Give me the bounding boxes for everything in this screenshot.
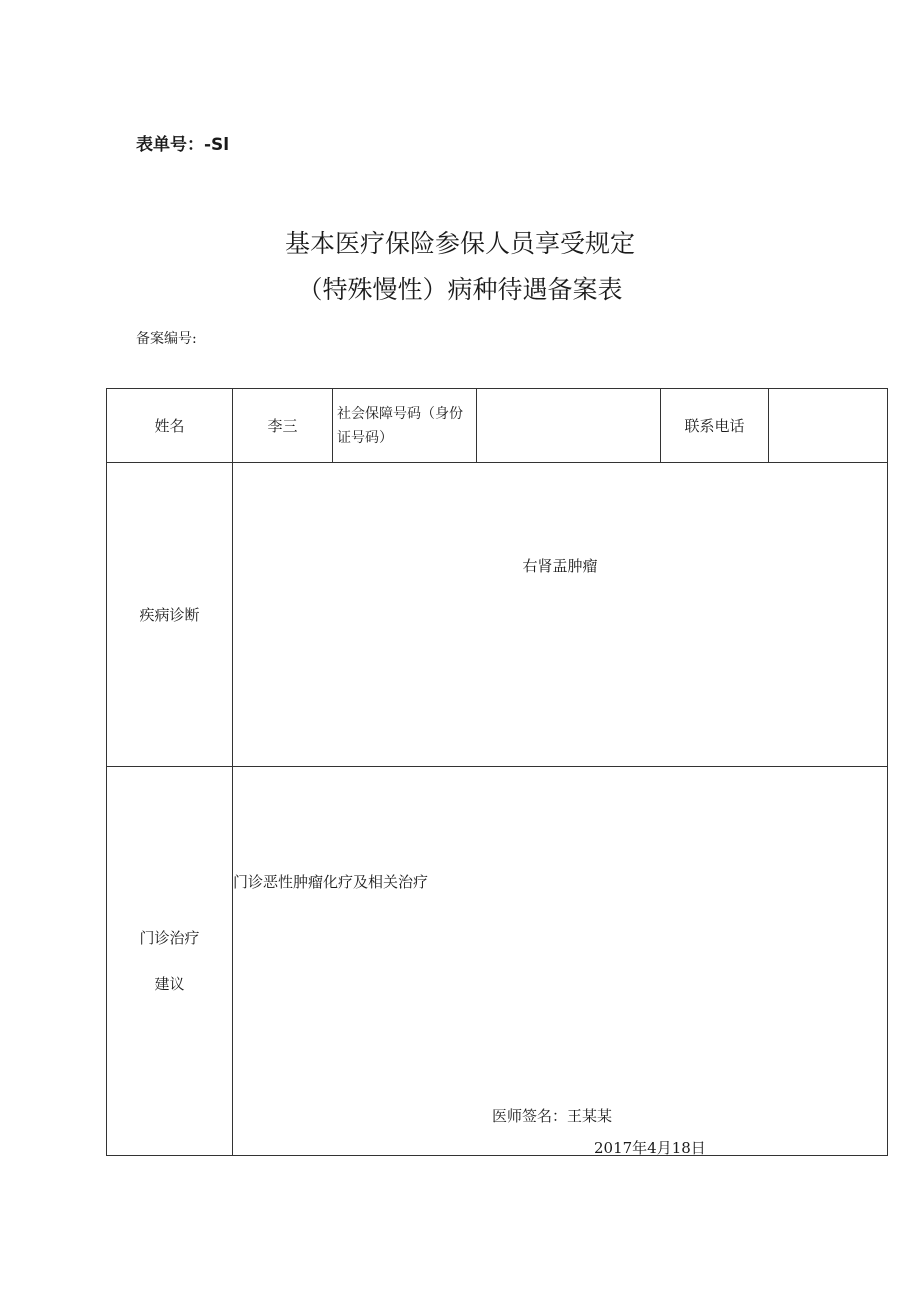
record-number-label: 备案编号: (136, 331, 197, 347)
doctor-signature: 医师签名：王某某 (492, 1107, 613, 1125)
treatment-label-line1: 门诊治疗 (139, 929, 200, 947)
phone-value (769, 389, 887, 463)
treatment-cell (233, 767, 887, 1155)
phone-label: 联系电话 (661, 389, 769, 463)
page-title-line1: 基本医疗保险参保人员享受规定 (284, 229, 635, 258)
ssn-label: 社会保障号码（身份证号码） (333, 389, 477, 463)
treatment-value: 门诊恶性肿瘤化疗及相关治疗 (233, 873, 429, 891)
name-value: 李三 (233, 389, 333, 463)
treatment-label-line2: 建议 (154, 975, 185, 993)
diagnosis-cell (233, 463, 887, 767)
diagnosis-value: 右肾盂肿瘤 (522, 557, 598, 575)
name-label: 姓名 (107, 389, 233, 463)
signature-date: 2017年4月18日 (594, 1139, 706, 1157)
diagnosis-label: 疾病诊断 (107, 463, 233, 767)
form-number: 表单号：-Sl (136, 135, 230, 155)
registration-form-table (106, 388, 888, 1156)
treatment-label (107, 767, 233, 1155)
ssn-value (477, 389, 661, 463)
page-title-line2: （特殊慢性）病种待遇备案表 (297, 275, 623, 304)
